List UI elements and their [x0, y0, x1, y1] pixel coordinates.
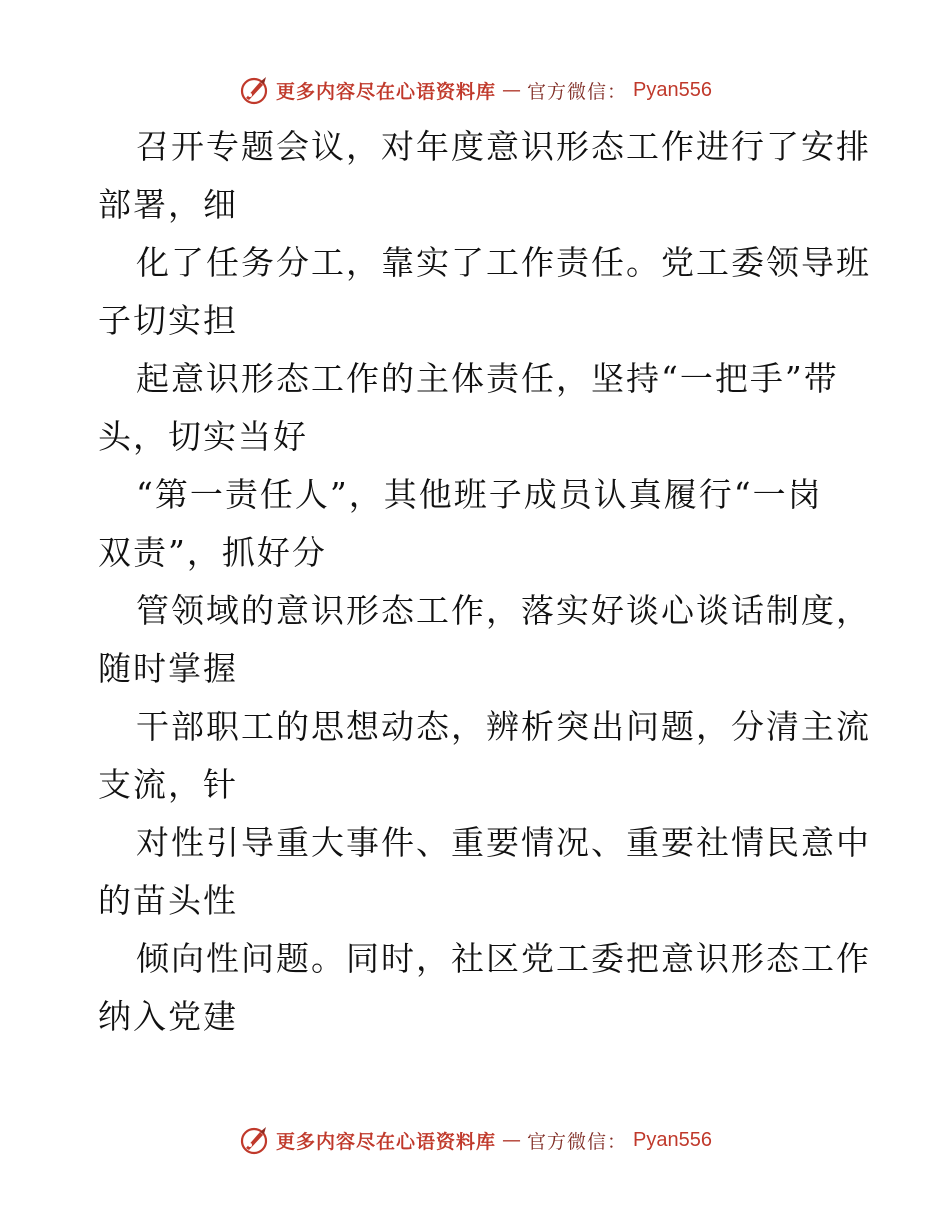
watermark-contact-id: Pyan556	[633, 78, 712, 101]
text-line: 管领域的意识形态工作，落实好谈心谈话制度，	[136, 591, 871, 630]
watermark-contact-label: 官方微信：	[527, 80, 628, 103]
text-line: 子切实担	[98, 301, 238, 340]
watermark-contact-id: Pyan556	[633, 1128, 712, 1151]
watermark-separator: —	[502, 79, 522, 101]
text-line: 头，切实当好	[98, 417, 308, 456]
watermark-separator: —	[502, 1129, 522, 1151]
text-line: 干部职工的思想动态，辨析突出问题，分清主流	[136, 707, 871, 746]
quill-pen-seal-icon	[238, 1124, 270, 1156]
header-watermark	[0, 70, 950, 110]
watermark-contact-label: 官方微信：	[527, 1130, 628, 1153]
text-line: 的苗头性	[98, 881, 238, 920]
text-line: 化了任务分工，靠实了工作责任。党工委领导班	[136, 243, 871, 282]
footer-watermark	[0, 1120, 950, 1160]
text-line: 倾向性问题。同时，社区党工委把意识形态工作	[136, 939, 871, 978]
text-line: “第一责任人”，其他班子成员认真履行“一岗	[136, 475, 823, 514]
text-line: 双责”，抓好分	[98, 533, 327, 572]
text-line: 随时掌握	[98, 649, 238, 688]
quill-pen-seal-icon	[238, 74, 270, 106]
text-line: 起意识形态工作的主体责任，坚持“一把手”带	[136, 359, 839, 398]
text-line: 召开专题会议，对年度意识形态工作进行了安排	[136, 127, 871, 166]
document-body	[98, 118, 871, 1046]
text-line: 对性引导重大事件、重要情况、重要社情民意中	[136, 823, 871, 862]
text-line: 部署，细	[98, 185, 238, 224]
text-line: 支流，针	[98, 765, 238, 804]
watermark-brand-text: 更多内容尽在心语资料库	[276, 1130, 497, 1153]
text-line: 纳入党建	[98, 997, 238, 1036]
watermark-brand-text: 更多内容尽在心语资料库	[276, 80, 497, 103]
